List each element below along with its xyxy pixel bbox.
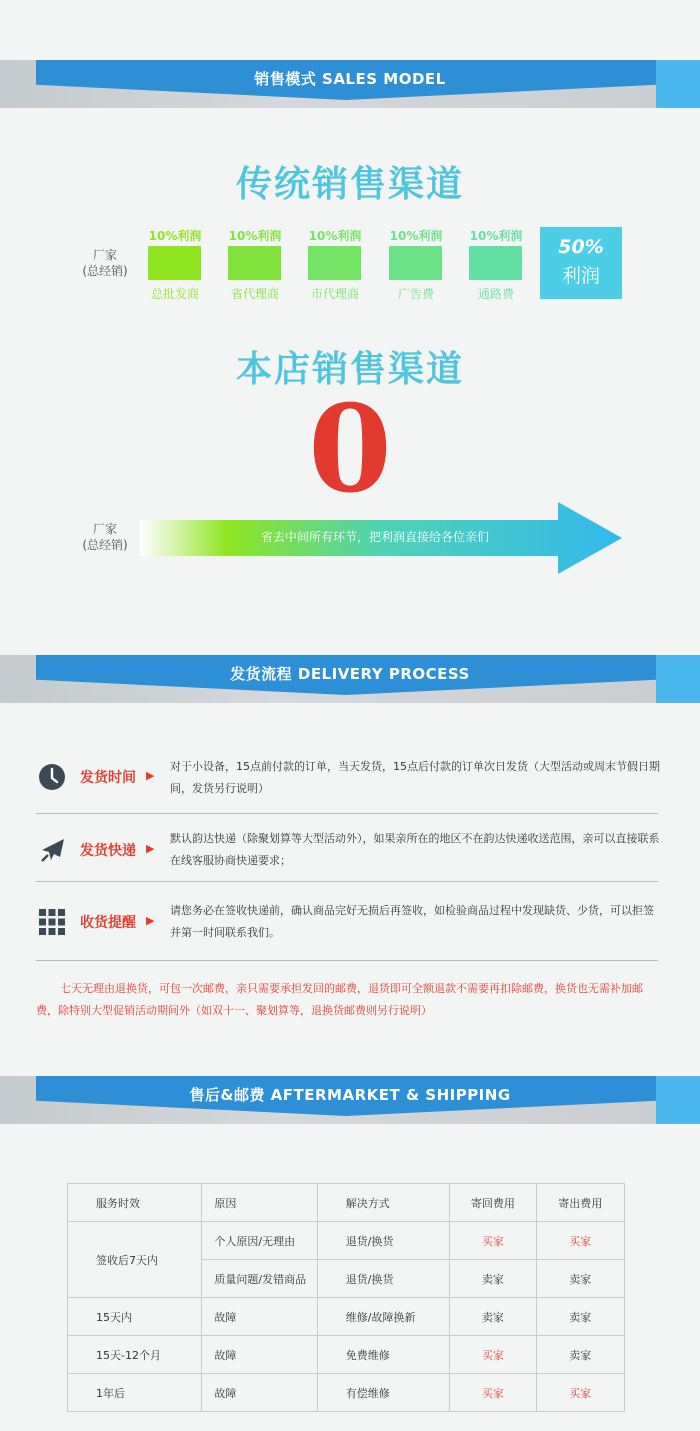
cell-period: 签收后7天内 (68, 1222, 202, 1298)
channel-2-box (228, 246, 281, 280)
header-send-fee: 寄出费用 (536, 1184, 624, 1222)
profit-label: 利润 (561, 265, 600, 287)
cell-solution: 退货/换货 (317, 1260, 449, 1298)
table-row (68, 1298, 625, 1336)
header-reason: 原因 (202, 1184, 317, 1222)
zero-number: 0 (308, 379, 392, 520)
row-divider (36, 881, 658, 882)
cell-reason: 故障 (202, 1298, 317, 1336)
header-solution: 解决方式 (317, 1184, 449, 1222)
cell-reason: 故障 (202, 1336, 317, 1374)
cell-solution: 维修/故障换新 (317, 1298, 449, 1336)
arrow-text: 省去中间所有环节，把利润直接给各位亲们 (260, 530, 489, 544)
arrow-right-icon: ▶ (146, 842, 155, 855)
table-header-row (68, 1184, 625, 1222)
channel-1-label: 总批发商 (150, 287, 199, 301)
channel-1-box (148, 246, 201, 280)
channel-5-box (469, 246, 522, 280)
store-channel-title: 本店销售渠道 (235, 349, 464, 390)
arrow-right-icon: ▶ (146, 769, 155, 782)
channel-3-label: 市代理商 (310, 287, 359, 301)
cell-return-fee: 卖家 (450, 1260, 537, 1298)
arrow-right-icon: ▶ (146, 914, 155, 927)
row-divider (36, 960, 658, 961)
cell-period: 15天-12个月 (68, 1336, 202, 1374)
delivery-receipt-text: 请您务必在签收快递前，确认商品完好无损后再签收，如检验商品过程中发现缺货、少货，可以拒签并第一时间联系我们。 (170, 904, 654, 939)
cell-reason: 个人原因/无理由 (202, 1222, 317, 1260)
channel-3-profit: 10%利润 (308, 229, 362, 243)
aftermarket-banner (0, 1076, 700, 1124)
channel-5-label: 通路费 (477, 287, 514, 301)
delivery-title: 发货流程 DELIVERY PROCESS (230, 665, 470, 683)
channel-1-profit: 10%利润 (148, 229, 202, 243)
cell-return-fee: 卖家 (450, 1298, 537, 1336)
channel-5-profit: 10%利润 (469, 229, 523, 243)
profit-percent: 50% (558, 236, 604, 258)
delivery-express-text: 默认韵达快递（除聚划算等大型活动外），如果亲所在的地区不在韵达快递收送范围，亲可以直接联系在线客服协商快递要求； (170, 832, 660, 867)
cell-period: 1年后 (68, 1374, 202, 1412)
sales-model-title: 销售模式 SALES MODEL (254, 70, 446, 88)
channel-4-profit: 10%利润 (389, 229, 443, 243)
delivery-express-label: 发货快递 (80, 843, 136, 859)
clock-icon (38, 763, 66, 791)
row-divider (36, 813, 658, 814)
cell-solution: 有偿维修 (317, 1374, 449, 1412)
channel-4-label: 广告费 (397, 287, 434, 301)
aftermarket-title: 售后&邮费 AFTERMARKET & SHIPPING (189, 1086, 511, 1104)
traditional-channel-title: 传统销售渠道 (235, 164, 464, 205)
cell-send-fee: 买家 (536, 1222, 624, 1260)
channel-2-profit: 10%利润 (228, 229, 282, 243)
cell-reason: 故障 (202, 1374, 317, 1412)
return-policy-note: 七天无理由退换货，可包一次邮费，亲只需要承担发回的邮费，退货即可全额退款不需要再扣除邮费，换货也无需补加邮费，除特别大型促销活动期间外（如双十一、聚划算等，退换货邮费则另行说明） (36, 982, 643, 1017)
manufacturer-label: 厂家 (总经销) (82, 248, 128, 278)
header-period: 服务时效 (68, 1184, 202, 1222)
delivery-receipt-label: 收货提醒 (80, 915, 136, 931)
cell-return-fee: 买家 (450, 1222, 537, 1260)
sales-model-banner (0, 60, 700, 108)
cell-period: 15天内 (68, 1298, 202, 1336)
cell-return-fee: 买家 (450, 1374, 537, 1412)
airplane-icon (38, 836, 66, 864)
table-row (68, 1374, 625, 1412)
channel-2-label: 省代理商 (230, 287, 279, 301)
delivery-time-label: 发货时间 (80, 770, 136, 786)
cell-solution: 退货/换货 (317, 1222, 449, 1260)
table-row (68, 1336, 625, 1374)
cell-send-fee: 卖家 (536, 1336, 624, 1374)
channel-4-box (389, 246, 442, 280)
header-return-fee: 寄回费用 (450, 1184, 537, 1222)
cell-send-fee: 卖家 (536, 1260, 624, 1298)
cell-solution: 免费维修 (317, 1336, 449, 1374)
delivery-banner (0, 655, 700, 703)
store-manufacturer-label: 厂家 (总经销) (82, 522, 128, 552)
delivery-time-text: 对于小设备，15点前付款的订单，当天发货，15点后付款的订单次日发货（大型活动或周末节假日期间，发货另行说明） (170, 760, 660, 795)
cell-reason: 质量问题/发错商品 (202, 1260, 317, 1298)
grid-icon (38, 908, 66, 936)
cell-send-fee: 买家 (536, 1374, 624, 1412)
profit-50-box (540, 227, 622, 299)
cell-send-fee: 卖家 (536, 1298, 624, 1336)
table-row (68, 1222, 625, 1260)
service-table (67, 1183, 625, 1412)
channel-3-box (308, 246, 361, 280)
cell-return-fee: 买家 (450, 1336, 537, 1374)
